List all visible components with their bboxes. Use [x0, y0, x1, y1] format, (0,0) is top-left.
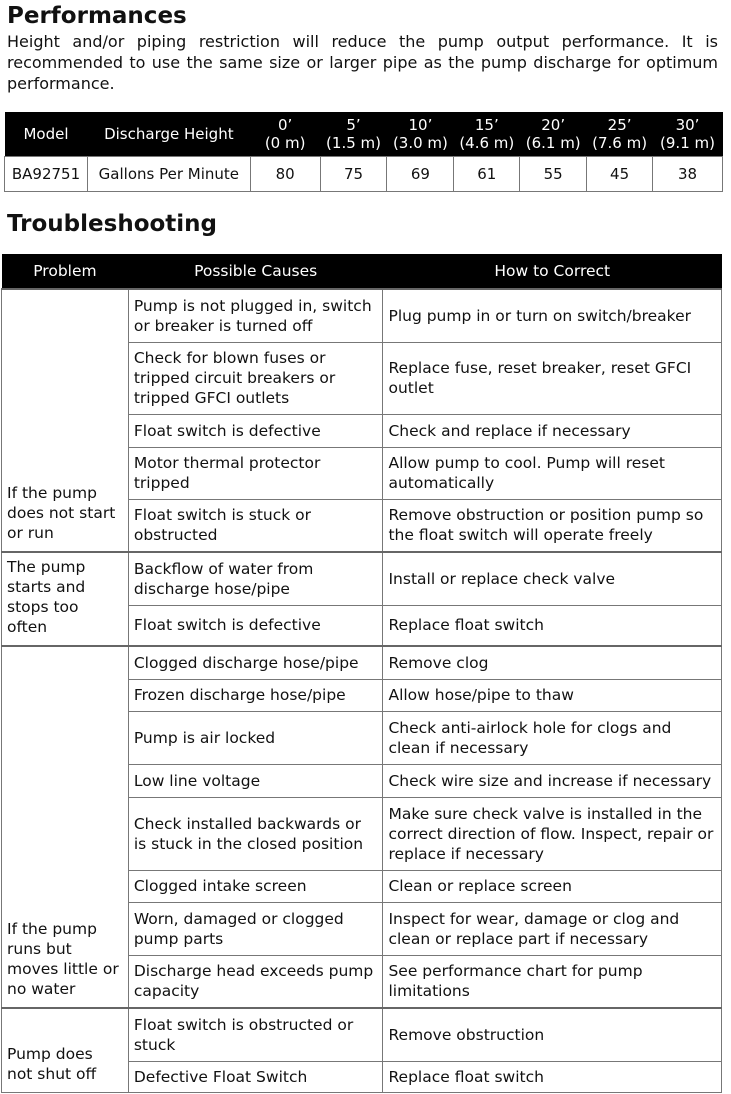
fix-cell: Inspect for wear, damage or clog and clean or replace part if necessary: [383, 902, 722, 955]
fix-cell: Replace float switch: [383, 1061, 722, 1092]
fix-cell: Make sure check valve is installed in the correct direction of flow. Inspect, repair or replace if necessary: [383, 797, 722, 870]
height-m: (9.1 m): [660, 134, 715, 152]
height-m: (7.6 m): [592, 134, 648, 152]
fix-cell: Allow hose/pipe to thaw: [383, 679, 722, 711]
cause-cell: Clogged discharge hose/pipe: [128, 646, 383, 679]
table-row: [2, 646, 722, 679]
row-label: Gallons Per Minute: [87, 157, 250, 192]
gpm-value: 38: [653, 157, 723, 192]
header-height-30: [653, 112, 723, 157]
cause-cell: Frozen discharge hose/pipe: [128, 679, 383, 711]
fix-cell: Replace float switch: [383, 605, 722, 646]
height-ft: 5’: [346, 116, 361, 134]
cause-cell: Clogged intake screen: [128, 870, 383, 902]
performance-header-row: [5, 112, 723, 157]
problem-cell: The pump starts and stops too often: [2, 552, 129, 646]
height-ft: 30’: [675, 116, 700, 134]
header-problem: Problem: [2, 254, 129, 289]
header-height-20: [520, 112, 587, 157]
cause-cell: Float switch is defective: [128, 414, 383, 447]
fix-cell: Check wire size and increase if necessary: [383, 764, 722, 797]
cause-cell: Float switch is stuck or obstructed: [128, 499, 383, 552]
gpm-value: 61: [454, 157, 520, 192]
height-ft: 25’: [607, 116, 632, 134]
header-discharge-height: Discharge Height: [87, 112, 250, 157]
cause-cell: Discharge head exceeds pump capacity: [128, 955, 383, 1008]
height-ft: 15’: [474, 116, 499, 134]
cause-cell: Low line voltage: [128, 764, 383, 797]
performance-data-row: [5, 157, 723, 192]
cause-cell: Float switch is obstructed or stuck: [128, 1008, 383, 1061]
height-m: (1.5 m): [326, 134, 381, 152]
fix-cell: See performance chart for pump limitations: [383, 955, 722, 1008]
troubleshooting-header-row: [2, 254, 722, 289]
gpm-value: 45: [587, 157, 653, 192]
fix-cell: Check anti-airlock hole for clogs and clean if necessary: [383, 711, 722, 764]
problem-cell: If the pump runs but moves little or no water: [2, 646, 129, 1008]
fix-cell: Remove obstruction: [383, 1008, 722, 1061]
fix-cell: Install or replace check valve: [383, 552, 722, 605]
cause-cell: Worn, damaged or clogged pump parts: [128, 902, 383, 955]
model-number: BA92751: [5, 157, 88, 192]
header-model: Model: [5, 112, 88, 157]
cause-cell: Motor thermal protector tripped: [128, 447, 383, 499]
height-ft: 0’: [277, 116, 293, 134]
height-m: (4.6 m): [459, 134, 515, 152]
problem-cell: If the pump does not start or run: [2, 289, 129, 552]
troubleshooting-table: [1, 254, 722, 1093]
table-row: [2, 1008, 722, 1061]
performances-intro: Height and/or piping restriction will reduce the pump output performance. It is recommended to use the same size or larger pipe as the pump discharge for optimum performance.: [7, 32, 718, 93]
fix-cell: Clean or replace screen: [383, 870, 722, 902]
fix-cell: Remove obstruction or position pump so the float switch will operate freely: [383, 499, 722, 552]
header-height-5: [320, 112, 387, 157]
height-ft: 10’: [408, 116, 433, 134]
header-how-to-correct: How to Correct: [383, 254, 722, 289]
table-row: [2, 289, 722, 342]
fix-cell: Allow pump to cool. Pump will reset automatically: [383, 447, 722, 499]
height-m: (0 m): [264, 134, 306, 152]
header-height-0: [250, 112, 320, 157]
height-ft: 20’: [541, 116, 566, 134]
fix-cell: Check and replace if necessary: [383, 414, 722, 447]
header-height-25: [587, 112, 653, 157]
performances-title: Performances: [7, 3, 187, 29]
problem-cell: Pump does not shut off: [2, 1008, 129, 1092]
cause-cell: Defective Float Switch: [128, 1061, 383, 1092]
cause-cell: Check for blown fuses or tripped circuit breakers or tripped GFCI outlets: [128, 342, 383, 414]
cause-cell: Backflow of water from discharge hose/pipe: [128, 552, 383, 605]
cause-cell: Pump is air locked: [128, 711, 383, 764]
troubleshooting-title: Troubleshooting: [7, 211, 218, 237]
cause-cell: Check installed backwards or is stuck in the closed position: [128, 797, 383, 870]
height-m: (6.1 m): [525, 134, 581, 152]
gpm-value: 69: [387, 157, 454, 192]
header-height-15: [454, 112, 520, 157]
gpm-value: 55: [520, 157, 587, 192]
header-height-10: [387, 112, 454, 157]
header-possible-causes: Possible Causes: [128, 254, 383, 289]
cause-cell: Float switch is defective: [128, 605, 383, 646]
gpm-value: 80: [250, 157, 320, 192]
fix-cell: Remove clog: [383, 646, 722, 679]
cause-cell: Pump is not plugged in, switch or breaker is turned off: [128, 289, 383, 342]
fix-cell: Plug pump in or turn on switch/breaker: [383, 289, 722, 342]
height-m: (3.0 m): [392, 134, 448, 152]
fix-cell: Replace fuse, reset breaker, reset GFCI outlet: [383, 342, 722, 414]
table-row: [2, 552, 722, 605]
gpm-value: 75: [320, 157, 387, 192]
performance-table: [4, 112, 723, 192]
